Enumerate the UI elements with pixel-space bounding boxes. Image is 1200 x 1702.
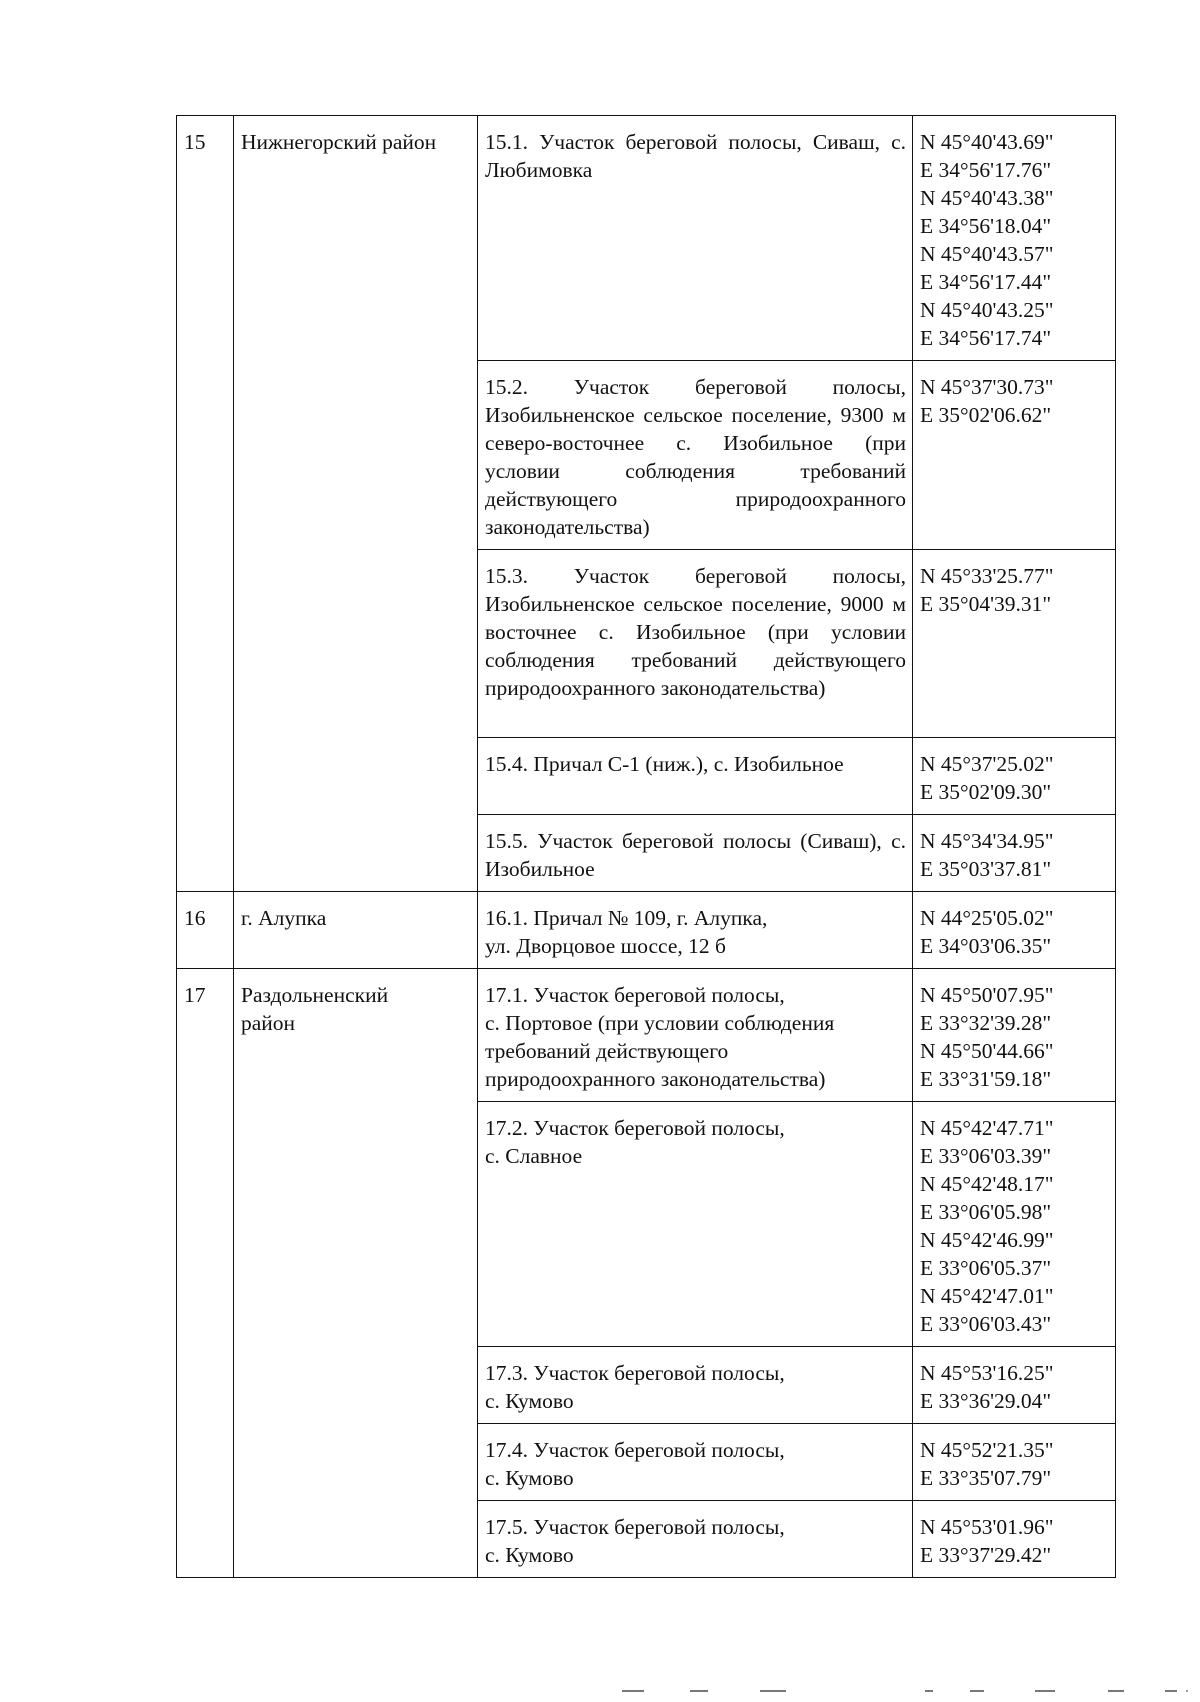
coordinate: N 45°53'01.96" xyxy=(920,1515,1054,1539)
site-coordinates xyxy=(913,1347,1116,1424)
row-number: 15 xyxy=(177,116,234,892)
scan-mark xyxy=(1165,1690,1177,1692)
table-row xyxy=(177,969,1116,1102)
coordinate: N 45°42'47.01" xyxy=(920,1284,1054,1308)
site-description: 15.3. Участок береговой полосы, Изобильненское сельское поселение, 9000 м восточнее с. Изобильное (при условии соблюдения требований действующего природоохранного законодательства) xyxy=(478,550,913,738)
site-coordinates xyxy=(913,1424,1116,1501)
coordinate: E 34°56'17.74" xyxy=(920,326,1052,350)
coordinate: N 45°33'25.77" xyxy=(920,564,1054,588)
site-description-line: 17.4. Участок береговой полосы, xyxy=(485,1438,785,1462)
district-name: Нижнегорский район xyxy=(234,116,478,892)
site-description xyxy=(478,1347,913,1424)
table-row xyxy=(177,116,1116,361)
scan-mark xyxy=(690,1690,708,1692)
site-coordinates xyxy=(913,116,1116,361)
site-coordinates xyxy=(913,1501,1116,1578)
site-description xyxy=(478,892,913,969)
scan-mark xyxy=(1108,1690,1124,1692)
coordinate: N 45°53'16.25" xyxy=(920,1361,1054,1385)
site-coordinates xyxy=(913,361,1116,550)
coordinate: E 35°04'39.31" xyxy=(920,592,1052,616)
site-coordinates xyxy=(913,892,1116,969)
site-description-line: с. Славное xyxy=(485,1144,583,1168)
coordinate: E 33°32'39.28" xyxy=(920,1011,1052,1035)
coordinate: N 45°50'44.66" xyxy=(920,1039,1054,1063)
coordinate: N 45°42'48.17" xyxy=(920,1172,1054,1196)
sites-table xyxy=(176,115,1116,1578)
coordinate: E 33°35'07.79" xyxy=(920,1466,1052,1490)
coordinate: N 45°40'43.69" xyxy=(920,130,1054,154)
site-description-line: 17.1. Участок береговой полосы, xyxy=(485,983,785,1007)
coordinate: N 44°25'05.02" xyxy=(920,906,1054,930)
site-description: 15.1. Участок береговой полосы, Сиваш, с. Любимовка xyxy=(478,116,913,361)
coordinate: E 33°36'29.04" xyxy=(920,1389,1052,1413)
coordinate: E 33°06'05.37" xyxy=(920,1256,1052,1280)
coordinate: N 45°40'43.57" xyxy=(920,242,1054,266)
site-description xyxy=(478,969,913,1102)
scan-mark xyxy=(760,1690,786,1692)
site-description: 15.4. Причал С-1 (ниж.), с. Изобильное xyxy=(478,738,913,815)
site-description-line: с. Портовое (при условии соблюдения xyxy=(485,1011,835,1035)
coordinate: N 45°42'47.71" xyxy=(920,1116,1054,1140)
scan-mark xyxy=(925,1690,933,1692)
site-description-line: природоохранного законодательства) xyxy=(485,1067,826,1091)
table-row xyxy=(177,892,1116,969)
coordinate: E 33°06'05.98" xyxy=(920,1200,1052,1224)
district-name-line: район xyxy=(241,1011,296,1035)
row-number: 17 xyxy=(177,969,234,1578)
site-description-line: 17.3. Участок береговой полосы, xyxy=(485,1361,785,1385)
site-coordinates xyxy=(913,969,1116,1102)
site-description-line: требований действующего xyxy=(485,1039,729,1063)
scan-mark xyxy=(970,1690,984,1692)
district-name xyxy=(234,969,478,1578)
district-name: г. Алупка xyxy=(234,892,478,969)
district-name-line: Раздольненский xyxy=(241,983,389,1007)
row-number: 16 xyxy=(177,892,234,969)
coordinate: E 33°06'03.39" xyxy=(920,1144,1052,1168)
coordinate: E 34°56'17.44" xyxy=(920,270,1052,294)
site-description xyxy=(478,1501,913,1578)
coordinate: N 45°37'25.02" xyxy=(920,752,1054,776)
coordinate: E 35°02'06.62" xyxy=(920,403,1052,427)
scan-artifacts xyxy=(620,1690,1200,1696)
coordinate: N 45°34'34.95" xyxy=(920,829,1054,853)
site-description: 15.5. Участок береговой полосы (Сиваш), с. Изобильное xyxy=(478,815,913,892)
site-description xyxy=(478,1102,913,1347)
site-description-line: с. Кумово xyxy=(485,1389,574,1413)
site-description xyxy=(478,1424,913,1501)
site-description-line: 16.1. Причал № 109, г. Алупка, xyxy=(485,906,768,930)
scan-speck xyxy=(1186,1690,1188,1692)
coordinate: E 34°56'17.76" xyxy=(920,158,1052,182)
coordinate: N 45°50'07.95" xyxy=(920,983,1054,1007)
site-coordinates xyxy=(913,550,1116,738)
coordinate: N 45°40'43.25" xyxy=(920,298,1054,322)
scan-mark xyxy=(622,1690,644,1692)
site-coordinates xyxy=(913,1102,1116,1347)
scan-mark xyxy=(1035,1690,1055,1692)
site-coordinates xyxy=(913,738,1116,815)
coordinate: E 33°37'29.42" xyxy=(920,1543,1052,1567)
site-description-line: 17.5. Участок береговой полосы, xyxy=(485,1515,785,1539)
site-description: 15.2. Участок береговой полосы, Изобильненское сельское поселение, 9300 м северо-восточнее с. Изобильное (при условии соблюдения требований действующего природоохранного законодательства) xyxy=(478,361,913,550)
coordinate: E 35°02'09.30" xyxy=(920,780,1052,804)
coordinate: E 34°03'06.35" xyxy=(920,934,1052,958)
site-description-line: 17.2. Участок береговой полосы, xyxy=(485,1116,785,1140)
coordinate: E 33°06'03.43" xyxy=(920,1312,1052,1336)
coordinate: E 34°56'18.04" xyxy=(920,214,1052,238)
coordinate: N 45°37'30.73" xyxy=(920,375,1054,399)
coordinate: N 45°42'46.99" xyxy=(920,1228,1054,1252)
site-description-line: с. Кумово xyxy=(485,1466,574,1490)
coordinate: N 45°40'43.38" xyxy=(920,186,1054,210)
coordinate: E 35°03'37.81" xyxy=(920,857,1052,881)
coordinate: N 45°52'21.35" xyxy=(920,1438,1054,1462)
site-coordinates xyxy=(913,815,1116,892)
coordinate: E 33°31'59.18" xyxy=(920,1067,1052,1091)
site-description-line: ул. Дворцовое шоссе, 12 б xyxy=(485,934,726,958)
site-description-line: с. Кумово xyxy=(485,1543,574,1567)
